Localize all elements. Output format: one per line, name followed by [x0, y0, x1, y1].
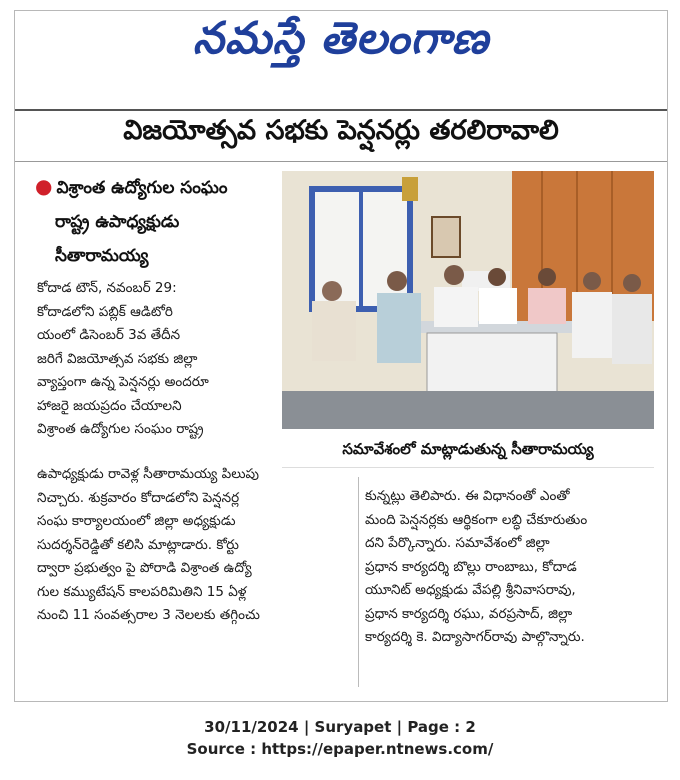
body-line: సంఘ కార్యాలయంలో జిల్లా అధ్యక్షుడు [37, 513, 236, 529]
body-line: కున్నట్లు తెలిపారు. ఈ విధానంతో ఎంతో [365, 488, 570, 504]
photo-caption: సమావేశంలో మాట్లాడుతున్న సీతారామయ్య [282, 431, 654, 468]
article-subhead [35, 169, 285, 273]
body-line: ప్రధాన కార్యదర్శి రఘు, వరప్రసాద్, జిల్లా [365, 605, 573, 622]
footer-date-page: 30/11/2024 | Suryapet | Page : 2 [204, 718, 476, 736]
body-line: దని పేర్కొన్నారు. సమావేశంలో జిల్లా [365, 535, 550, 551]
body-line: ఉపాధ్యక్షుడు రావెళ్ల సీతారామయ్య పిలుపు [37, 466, 259, 482]
masthead-divider [15, 109, 667, 111]
body-line: యంలో డిసెంబర్ 3వ తేదీన [37, 327, 181, 343]
body-line: ద్వారా ప్రభుత్వం పై పోరాడి విశ్రాంత ఉద్యో [37, 560, 252, 576]
body-line: యూనిట్ అధ్యక్షుడు వేపల్లి శ్రీనివాసరావు, [365, 582, 576, 598]
body-line: సుదర్శన్‌రెడ్డితో కలిసి మాట్లాడారు. కోర్టు [37, 536, 239, 553]
newspaper-masthead: నమస్తే తెలంగాణ [192, 13, 490, 64]
body-line: గుల కమ్యుటేషన్ కాలపరిమితిని 15 ఏళ్ల [37, 583, 247, 600]
news-clipping [14, 10, 668, 702]
body-line: నుంచి 11 సంవత్సరాల 3 నెలలకు తగ్గించు [37, 607, 260, 623]
body-line: హాజరై జయప్రదం చేయాలని [37, 397, 182, 414]
body-line: ప్రధాన కార్యదర్శి బొల్లు రాంబాబు, కోదాడ [365, 558, 577, 575]
meeting-photo-illustration [282, 171, 654, 429]
subhead-line-3: సీతారామయ్య [55, 246, 149, 266]
body-line: నిచ్చారు. శుక్రవారం కోదాడలోని పెన్షనర్ల [37, 489, 240, 506]
subhead-line-1: విశ్రాంత ఉద్యోగుల సంఘం [56, 178, 228, 198]
subhead-line-2: రాష్ట్ర ఉపాధ్యక్షుడు [55, 212, 180, 232]
body-line: కోదాడ టౌన్, నవంబర్ 29: [37, 280, 177, 296]
headline-divider [15, 161, 667, 162]
body-line: కోదాడలోని పబ్లిక్ ఆడిటోరి [37, 303, 173, 320]
body-line: జరిగే విజయోత్సవ సభకు జిల్లా [37, 350, 198, 367]
body-line: వ్యాప్తంగా ఉన్న పెన్షనర్లు అందరూ [37, 374, 209, 390]
footer-source: Source : https://epaper.ntnews.com/ [186, 740, 494, 758]
article-headline: విజయోత్సవ సభకు పెన్షనర్లు తరలిరావాలి [123, 115, 559, 146]
bullet-icon: ● [35, 174, 53, 198]
body-line: కార్యదర్శి కె. విద్యాసాగర్‌రావు పాల్గొన్నారు. [365, 629, 585, 645]
column-divider [358, 477, 359, 687]
meeting-photo [282, 171, 654, 429]
body-line: మంది పెన్షనర్లకు ఆర్థికంగా లబ్ధి చేకూరుతుం [365, 511, 588, 528]
article-body-right [365, 485, 655, 650]
article-body-left [37, 277, 281, 442]
body-line: విశ్రాంత ఉద్యోగుల సంఘం రాష్ట్ర [37, 421, 204, 437]
article-body-left-continued [37, 463, 352, 628]
